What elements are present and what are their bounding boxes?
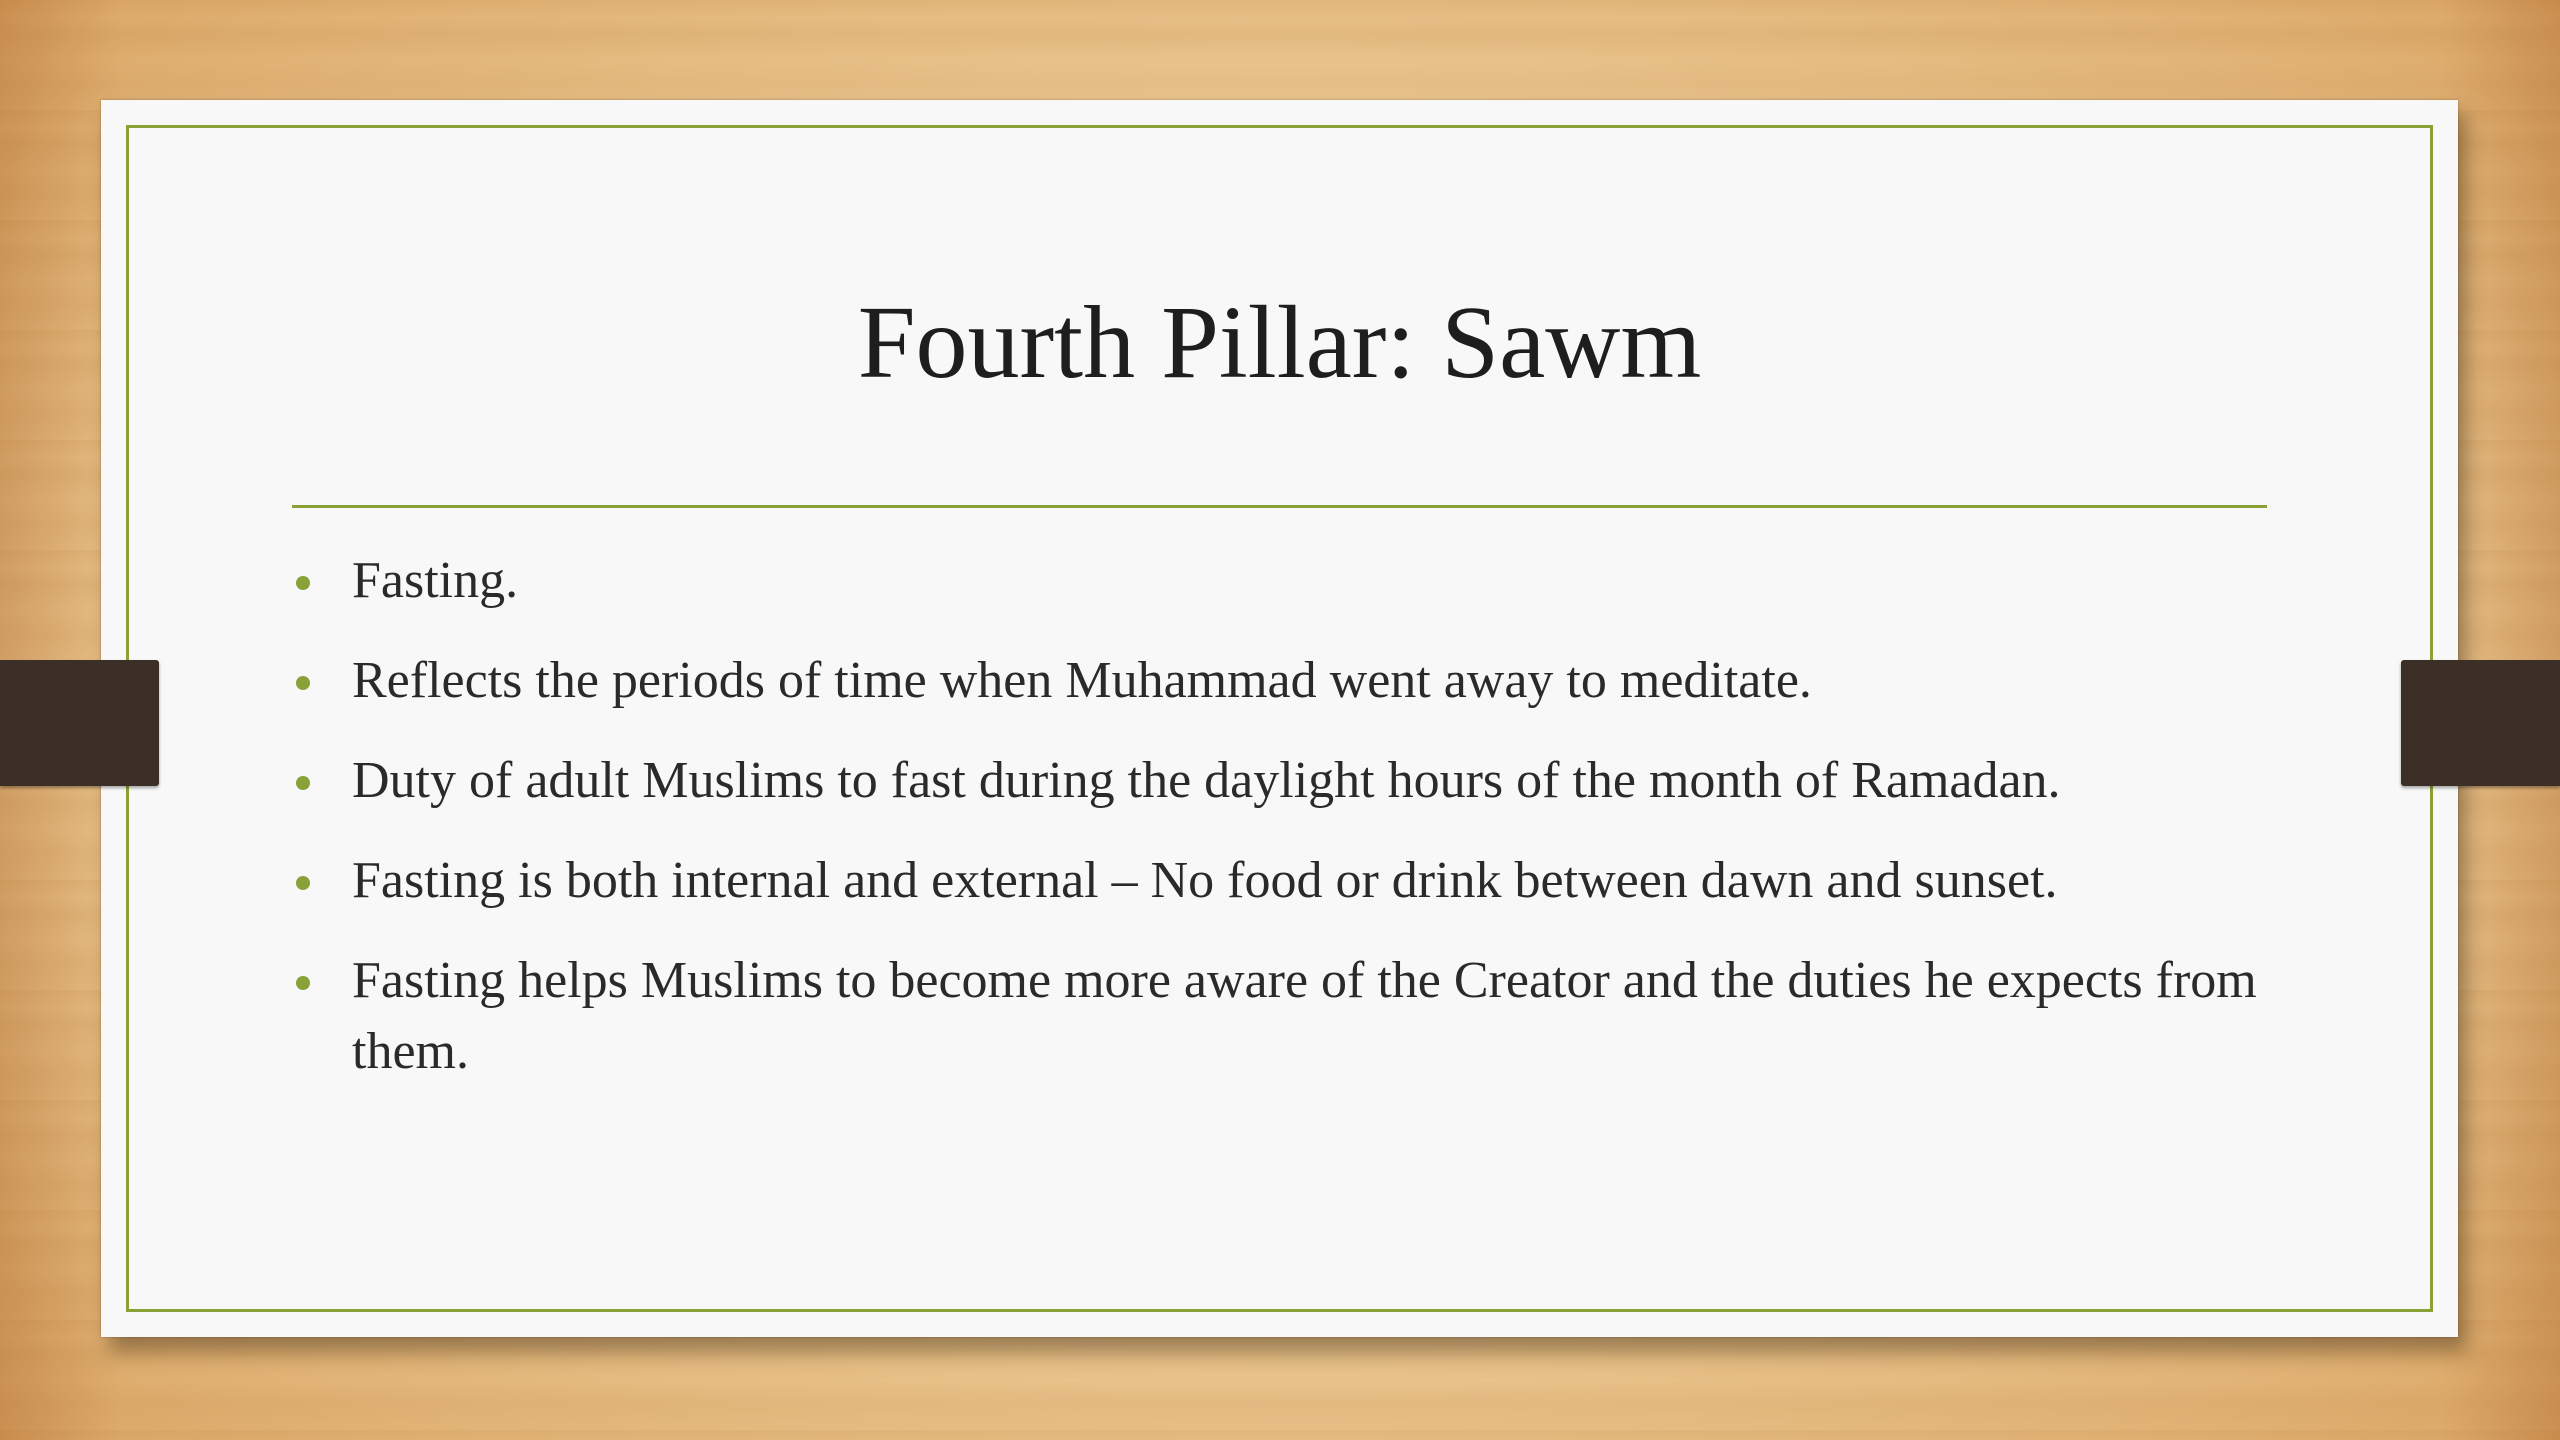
bullet-dot-icon xyxy=(296,676,310,690)
left-binder-clip xyxy=(0,660,159,786)
bullet-text: Fasting helps Muslims to become more aware of the Creator and the duties he expects from them. xyxy=(352,952,2257,1080)
slide-title: Fourth Pillar: Sawm xyxy=(857,285,1702,400)
bullet-text: Fasting is both internal and external – No food or drink between dawn and sunset. xyxy=(352,852,2058,909)
bullet-dot-icon xyxy=(296,576,310,590)
bullet-list xyxy=(292,545,2282,1116)
bullet-item xyxy=(292,845,2282,916)
bullet-dot-icon xyxy=(296,776,310,790)
right-binder-clip xyxy=(2401,660,2560,786)
bullet-item xyxy=(292,945,2282,1087)
bullet-dot-icon xyxy=(296,876,310,890)
bullet-text: Duty of adult Muslims to fast during the daylight hours of the month of Ramadan. xyxy=(352,752,2061,809)
bullet-item xyxy=(292,645,2282,716)
bullet-dot-icon xyxy=(296,976,310,990)
bullet-item xyxy=(292,745,2282,816)
bullet-text: Reflects the periods of time when Muhammad went away to meditate. xyxy=(352,652,1812,709)
bullet-item xyxy=(292,545,2282,616)
bullet-text: Fasting. xyxy=(352,552,519,609)
title-divider xyxy=(292,505,2267,508)
